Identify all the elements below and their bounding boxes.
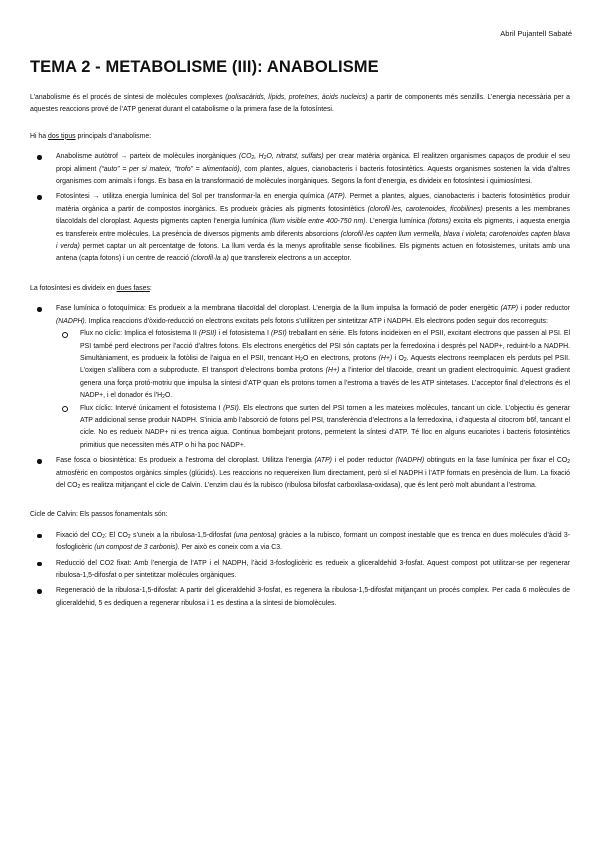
calvin-heading: Cicle de Calvin: Els passos fonamentals són: bbox=[30, 511, 168, 519]
page-title: TEMA 2 - METABOLISME (III): ANABOLISME bbox=[30, 58, 379, 76]
list-item-cyclic-flow: Flux cíclic: Intervé únicament el fotosistema I (PSI). Els electrons que surten del PSI tornen a les mateixes molècules, tancant un cicle. L’objectiu és generar ATP addicional sense produir NADPH. S’inicia amb l’absorció de fotons pel PSI, transferència d’electrons a la ferredoxina, i d’aquesta al citocrom b6f, tancant el cicle. No es redueix NADP+ ni es trenca aigua. Continua bombejant protons, permetent la síntesi d’ATP. Té lloc en alguns eucariotes i bacteris fotosintètics primitius que necessiten més ATP o hi ha poc NADP+. bbox=[56, 403, 570, 453]
list-item-light-phase: Fase lumínica o fotoquímica: Es produeix a la membrana tilacoïdal del cloroplast. L’energia de la llum impulsa la formació de poder energètic (ATP) i poder reductor (NADPH). Implica reaccions d’òxido-reducció on electrons excitats pels fotons s’utilitzen per sintetitzar ATP i NADPH. Els electrons poden seguir dos recorreguts: Flux no cíclic: Implica el fotosistema II (PSII) i el fotosistema I (PSI) treballant en sèrie. Els fotons incideixen en el PSII, excitant electrons que passen al PSI. El PSI també perd electrons per l’acció d’altres fotons. Els electrons energètics del PSI són captats per la ferredoxina i després pel NADP+, reduint-lo a NADPH. Simultàniament, es produeix la fotòlisi de l’aigua en el PSII, trencant $H_2O$ en electrons, protons (H+) i $O_2$. Aquests electrons reemplacen els perduts pel PSII. L’oxigen s’allibera com a subproducte. El transport d’electrons bomba protons (H+) a l’interior del tilacoide, creant un gradient electroquímic. Aquest gradient genera una força protó-motriu que impulsa la síntesi d’ATP quan els protons tornen a l’estroma a través de les ATP sintetases. L’acceptor final d’electrons és el NADP+, i el donador és $l’H_2O$. Flux cíclic: Intervé únicament el fotosistema I (PSI). Els electrons que surten del PSI tornen a les mateixes molècules, tancant un cicle. L’objectiu és generar ATP addicional sense produir NADPH. S’inicia amb l’absorció de fotons pel PSI, transferència d’electrons a la ferredoxina, i d’aquesta al citocrom b6f, tancant el cicle. No es redueix NADP+ ni es trenca aigua. Continua bombejant protons, permetent la síntesi d’ATP. Té lloc en alguns eucariotes i bacteris fotosintètics primitius que necessiten més ATP o hi ha poc NADP+. bbox=[30, 303, 570, 452]
intro-paragraph: L’anabolisme és el procés de síntesi de molècules complexes (polisacàrids, lípids, proteïnes, àcids nucleics) a partir de components més senzills. L’energia necessària per a aquestes reaccions prové de l’ATP generat durant el catabolisme o la primera fase de la fotosíntesi. bbox=[30, 94, 570, 114]
list-item-reduction: Reducció del CO2 fixat: Amb l’energia de l’ATP i el NADPH, l’àcid 3-fosfoglicèric es redueix a gliceraldehid 3-fosfat. Aquest compost pot utilitzar-se per regenerar ribulosa-1,5-difosfat o per sintetitzar molècules orgàniques. bbox=[30, 558, 570, 583]
document-body bbox=[30, 92, 570, 613]
list-item-photosynthesis: Fotosíntesi → utilitza energia lumínica del Sol per transformar-la en energia química (ATP). Permet a plantes, algues, cianobacteris i bacteris fotosintètics produir matèria orgànica a partir de compostos inorgànics. Es produeix gràcies als pigments fotosintètics (clorofil·les, carotenoides, ficobilines) presents a les membranes tilacoïdals del cloroplast. Aquests pigments capten l’energia lumínica (llum visible entre 400-750 nm). L’energia lumínica (fotons) excita els pigments, i aquesta energia es transfereix entre molècules. La presència de diversos pigments amb diferents absorcions (clorofil·les capten llum vermella, blava i violeta; carotenoides capten blava i verda) permet captar un alt percentatge de fotons. La llum verda és la menys aprofitable sense ficobilines. Els pigments actuen en fotosistemes, unitats amb una antena (capta fotons) i un centre de reacció (clorofil·la a) que transfereix electrons a un acceptor. bbox=[30, 191, 570, 265]
list-item-co2-fixation: Fixació del $CO_2$: El $CO_2$ s’uneix a la ribulosa-1,5-difosfat (una pentosa) gràcies a la rubisco, formant un compost inestable que es trenca en dues molècules d’àcid 3-fosfoglicèric (un compost de 3 carbonis). Per això es coneix com a via C3. bbox=[30, 530, 570, 555]
author-name: Abril Pujantell Sabaté bbox=[500, 29, 572, 38]
calvin-steps-list bbox=[30, 530, 570, 610]
photosynthesis-phases-list bbox=[30, 303, 570, 492]
list-item-regeneration: Regeneració de la ribulosa-1,5-difosfat: A partir del gliceraldehid 3-fosfat, es regenera la ribulosa-1,5-difosfat mitjançant un procés complex. Per cada 6 molècules de gliceraldehid, 5 es dediquen a regenerar ribulosa i 1 es destina a la síntesi de biomolècules. bbox=[30, 585, 570, 610]
electron-flow-list bbox=[56, 328, 570, 452]
phases-lead: La fotosíntesi es divideix en dues fases: bbox=[30, 284, 152, 292]
list-item-noncyclic-flow: Flux no cíclic: Implica el fotosistema II (PSII) i el fotosistema I (PSI) treballant en sèrie. Els fotons incideixen en el PSII, excitant electrons que passen al PSI. El PSI també perd electrons per l’acció d’altres fotons. Els electrons energètics del PSI són captats per la ferredoxina i després pel NADP+, reduint-lo a NADPH. Simultàniament, es produeix la fotòlisi de l’aigua en el PSII, trencant $H_2O$ en electrons, protons (H+) i $O_2$. Aquests electrons reemplacen els perduts pel PSII. L’oxigen s’allibera com a subproducte. El transport d’electrons bomba protons (H+) a l’interior del tilacoide, creant un gradient electroquímic. Aquest gradient genera una força protó-motriu que impulsa la síntesi d’ATP quan els protons tornen a l’estroma a través de les ATP sintetases. L’acceptor final d’electrons és el NADP+, i el donador és $l’H_2O$. bbox=[56, 328, 570, 402]
anabolism-types-list bbox=[30, 151, 570, 266]
list-item-dark-phase: Fase fosca o biosintètica: Es produeix a l’estroma del cloroplast. Utilitza l’energia (ATP) i el poder reductor (NADPH) obtinguts en la fase lumínica per fixar el $CO_2$ atmosfèric en compostos orgànics simples (glúcids). Les reaccions no requereixen llum directament, però sí el NADPH i l’ATP formats en presència de llum. La fixació del $CO_2$ es realitza mitjançant el cicle de Calvin. L’enzim clau és la rubisco (ribulosa bifosfat carboxilasa-oxidasa), que és lent però molt abundant a l’estroma. bbox=[30, 455, 570, 492]
list-item-autotrophic: Anabolisme autòtrof → parteix de molècules inorgàniques ($CO_2$, $H_2O$, nitratst, sulfats) per crear matèria orgànica. El realitzen organismes capaços de produir el seu propi aliment (“auto” = per si mateix, “trofo” = alimentació), com plantes, algues, cianobacteris i bacteris fotosintètics. Aquests organismes sostenen la vida d’altres organismes com animals i fongs. Es basa en la transformació de molècules inorgàniques. Segons la font d’energia, es divideix en fotosíntesi i quimiosíntesi. bbox=[30, 151, 570, 188]
types-lead: Hi ha dos tipus principals d’anabolisme: bbox=[30, 132, 152, 140]
